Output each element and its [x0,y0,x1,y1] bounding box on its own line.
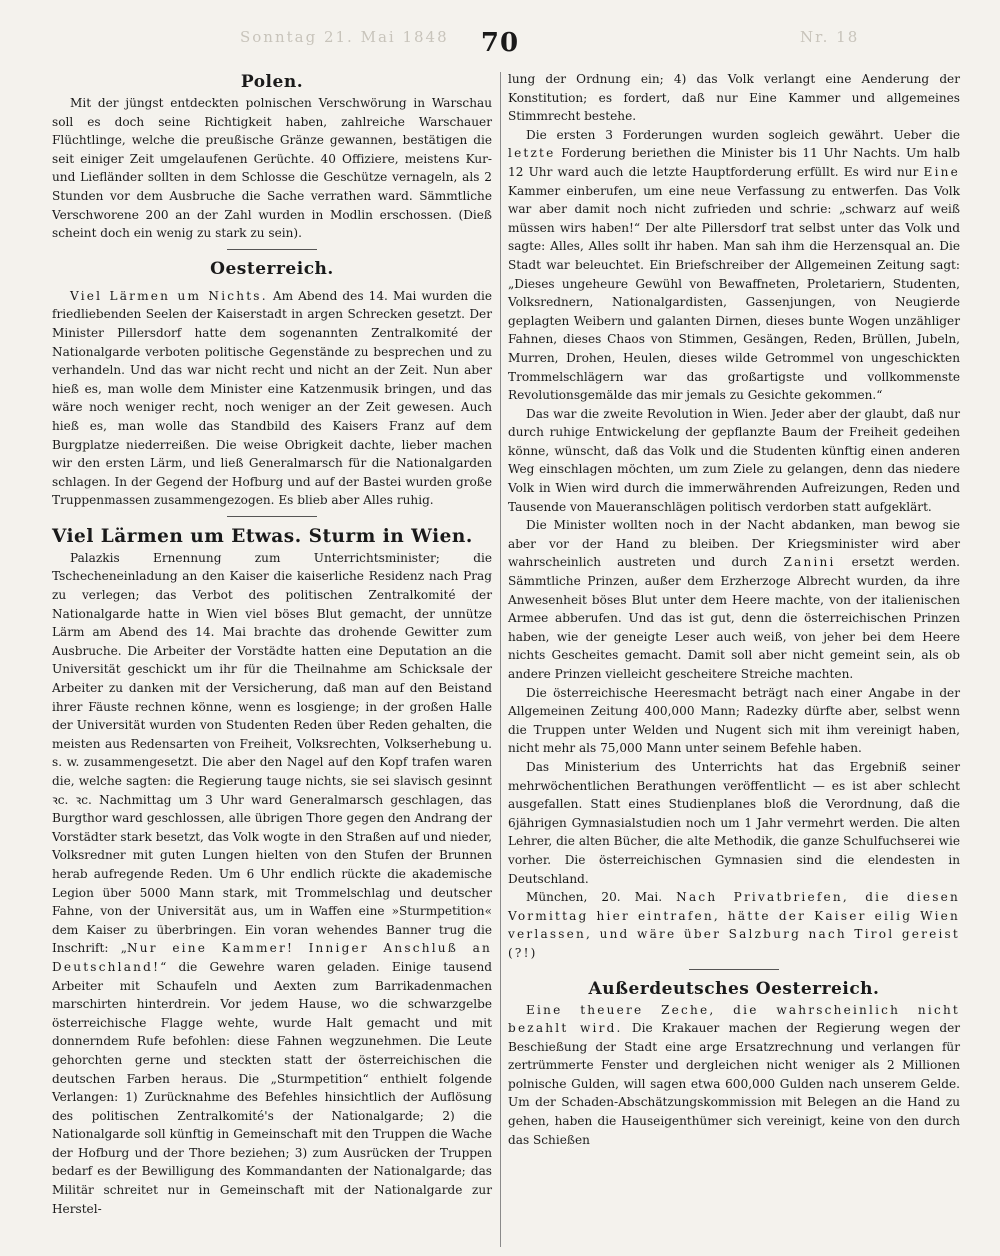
text-run: ersetzt werden. Sämmtliche Prinzen, außer dem Erzherzoge Albrecht wurden, da ihre Anwesenheit böses Blut unter dem Heere machte, von der italienischen Armee abberufen. Und das ist gut, denn die österreichischen Prinzen haben, wie der geneigte Leser auch weiß, von jeher bei dem Heere nichts Gescheites gemacht. Damit soll aber nicht gemeint sein, als ob andere Prinzen vielleicht gescheitere Streiche machten. [508,555,960,681]
article-body: Am Abend des 14. Mai wurden die friedliebenden Seelen der Kaiserstadt in argen Schrecken gesetzt. Der Minister Pillersdorf hatte dem sogenannten Zentralkomité der Nationalgarde verboten politische Gegenstände zu besprechen und zu verhandeln. Und das war nicht recht und nicht an der Zeit. Nun aber hieß es, man wolle dem Minister eine Katzenmusik bringen, und das wäre noch weniger recht, noch weniger an der Zeit gewesen. Auch hieß es, man wolle das Standbild des Kaisers Franz auf dem Burgplatze niederreißen. Die weise Obrigkeit dachte, lieber machen wir den ersten Lärm, und ließ Generalmarsch für die Nationalgarden schlagen. In der Gegend der Hofburg und auf der Bastei wurden große Truppenmassen zusammengezogen. Es blieb aber Alles ruhig. [52,288,493,508]
section-rule [227,516,317,517]
article-polen: Mit der jüngst entdeckten polnischen Verschwörung in Warschau soll es doch seine Richtigkeit haben, zahlreiche Warschauer Flüchtlinge, welche die preußische Gränze gewannen, bestätigen die seit einiger Zeit umgelaufenen Gerüchte. 40 Offiziere, meistens Kur- und Liefländer sollten in dem Schlosse die Geschütze vernageln, als 2 Stunden vor dem Ausbruche die Sache verrathen ward. Sämmtliche Verschworene 200 an der Zahl wurden in Modlin erschossen. (Dieß scheint doch ein wenig zu stark zu sein). [52,96,492,241]
article-paragraph [508,126,960,405]
article-continuation: lung der Ordnung ein; 4) das Volk verlangt eine Aenderung der Konstitution; es fordert, daß nur Eine Kammer und allgemeines Stimmrecht bestehe. [508,72,960,124]
section-rule [227,249,317,250]
article-paragraph: Das war die zweite Revolution in Wien. Jeder aber der glaubt, daß nur durch ruhige Entwickelung der gepflanzte Baum der Freiheit gedeihen könne, wünscht, daß das Volk und die Studenten künftig einen anderen Weg einschlagen möchten, um zum Ziele zu gelangen, denn das niedere Volk in Wien wird durch die immerwährenden Aufreizungen, Reden und Tausende von Maueranschlägen politisch verdorben statt aufgeklärt. [508,406,960,514]
article-body: Die Krakauer machen der Regierung wegen der Beschießung der Stadt eine arge Ersatzrechnung und verlangen für zertrümmerte Fenster und dergleichen nicht weniger als 2 Millionen polnische Gulden, will sagen etwa 600,000 Gulden nach unserem Gelde. Um der Schaden-Abschätzungskommission mit Belegen an die Hand zu gehen, haben die Hauseigenthümer sich vereinigt, keine von den durch das Schießen [508,1021,961,1147]
banner-inscription: Nur eine Kammer! Inniger Anschluß an Deutschland! [52,941,492,974]
emphasis-text: Nach Privatbriefen, die diesen Vormittag hier eintrafen, hätte der Kaiser eilig Wien verlassen, und wäre über Salzburg nach Tirol gereist (?!) [508,890,960,960]
section-heading-polen: Polen. [240,72,304,92]
emphasis-text: Zanini [783,555,836,570]
article-paragraph: Das Ministerium des Unterrichts hat das Ergebniß seiner mehrwöchentlichen Berathungen veröffentlicht — es ist aber schlecht ausgefallen. Statt eines Studienplanes bloß die Verordnung, daß die 6jährigen Gymnasialstudien noch um 1 Jahr vermehrt werden. Die alten Lehrer, die alten Bücher, die alte Methodik, die ganze Schulfuchserei wie vorher. Die österreichischen Gymnasien sind die elendesten in Deutschland. [508,759,960,886]
article-paragraph: Die österreichische Heeresmacht beträgt nach einer Angabe in der Allgemeinen Zeitung 400,000 Mann; Radezky dürfte aber, selbst wenn die Truppen unter Welden und Nugent sich mit ihm vereinigt haben, nicht mehr als 75,000 Mann unter seinem Befehle haben. [508,685,960,756]
dateline: München, 20. Mai. [526,890,677,905]
article-sturm-in-wien [52,549,492,1218]
article-krakau [508,1001,960,1150]
emphasis-text: Eine [923,164,960,179]
section-heading-sturm: Viel Lärmen um Etwas. Sturm in Wien. [52,525,473,547]
page-number: 70 [480,28,520,58]
article-lead: Viel Lärmen um Nichts. [70,288,268,303]
text-run: Die ersten 3 Forderungen wurden sogleich gewährt. Ueber die [526,127,960,142]
emphasis-text: letzte [508,146,556,161]
text-run: Forderung beriethen die Minister bis 11 Uhr Nachts. Um halb 12 Uhr ward auch die letzte Hauptforderung erfüllt. Es wird nur [508,146,960,179]
text-run: Kammer einberufen, um eine neue Verfassung zu entwerfen. Das Volk war aber damit noch nicht zufrieden und schrie: „schwarz auf weiß müssen wirs haben!“ Der alte Pillersdorf trat selbst unter das Volk und sagte: Alles, Alles sollt ihr haben. Man sah ihm die Herzensqual an. Die Stadt war beleuchtet. Ein Briefschreiber der Allgemeinen Zeitung sagt: „Dieses ungeheure Gewühl von Bewaffneten, Proletariern, Studenten, Volksrednern, Nationalgardisten, Gassenjungen, von Neugierde geplagten Weibern und galanten Dirnen, dieses bunte Wogen unzähliger Fahnen, dieses Chaos von Stimmen, Gesängen, Reden, Brüllen, Jubeln, Murren, Drohen, Heulen, dieses wilde Getrommel von ungeschickten Trommelschlägern war das großartigste und vollkommenste Revolutionsgemälde das mir jemals zu Gesichte gekommen.“ [508,183,960,403]
article-paragraph [508,516,960,683]
article-lead: Eine theuere Zeche, die wahrscheinlich nicht bezahlt wird. [508,1002,960,1036]
right-column [508,70,960,1149]
section-heading-ausserdeutsches-oesterreich: Außerdeutsches Oesterreich. [588,978,880,999]
bleed-through-text-right: Nr. 18 [800,28,860,46]
article-oesterreich [52,287,492,510]
bleed-through-text-left: Sonntag 21. Mai 1848 [240,28,449,46]
text-run: Die Minister wollten noch in der Nacht abdanken, man bewog sie aber vor der Hand zu bleiben. Der Kriegsminister wird aber wahrscheinlich austreten und durch [508,518,960,570]
section-rule [689,969,779,970]
article-body: Palazkis Ernennung zum Unterrichtsminister; die Tschecheneinladung an den Kaiser die kaiserliche Residenz nach Prag zu verlegen; das Verbot des politischen Zentralkomité der Nationalgarde hatte in Wien viel böses Blut gemacht, der unnütze Lärm am Abend des 14. Mai brachte das drohende Gewitter zum Ausbruche. Die Arbeiter der Vorstädte hatten eine Deputation an die Universität geschickt um ihr für die Theilnahme am Schicksale der Arbeiter zu danken mit der Versicherung, daß man auf den Beistand ihrer Fäuste rechnen könne, wenn es losgienge; in der großen Halle der Universität wurden von Studenten Reden über Reden gehalten, die meisten aus Redensarten von Freiheit, Volksrechten, Volkserhebung u. s. w. zusammengesetzt. Die aber den Nagel auf den Kopf trafen waren die, welche sagten: die Regierung tauge nichts, sie sei slavisch gesinnt ꝛc. ꝛc. Nachmittag um 3 Uhr ward Generalmarsch geschlagen, das Burgthor ward geschlossen, alle übrigen Thore gegen den Andrang der Vorstädter stark besetzt, das Volk wogte in den Straßen auf und nieder, Volksredner mit guten Lungen hielten von den Stufen der Brunnen herab aufregende Reden. Um 6 Uhr endlich rückte die akademische Legion über 5000 Mann stark, mit Trommelschlag und deutscher Fahne, von der Universität aus, um in Waffen eine »Sturmpetition« dem Kaiser zu überbringen. Ein voran wehendes Banner trug die Inschrift: „ [52,550,492,956]
article-muenchen [508,888,960,962]
column-divider [500,72,501,1247]
section-heading-oesterreich: Oesterreich. [210,258,334,279]
left-column [52,70,492,1218]
article-body: “ die Gewehre waren geladen. Einige tausend Arbeiter mit Schaufeln und Aexten zum Barrikadenmachen marschirten hinterdrein. Vor jedem Hause, wo die schwarzgelbe österreichische Flagge wehte, wurde Halt gemacht und mit donnerndem Rufe befohlen: diese Fahnen wegzunehmen. Die Leute gehorchten gerne und steckten statt der österreichischen die deutschen Farben heraus. Die „Sturmpetition“ enthielt folgende Verlangen: 1) Zurücknahme des Befehles hinsichtlich der Auflösung des politischen Zentralkomité's der Nationalgarde; 2) die Nationalgarde soll künftig in Gemeinschaft mit den Truppen die Wache der Hofburg und der Thore beziehen; 3) zum Ausrücken der Truppen bedarf es der Bewilligung des Kommandanten der Nationalgarde; das Militär schreitet nur in Gemeinschaft mit der Nationalgarde zur Herstel- [52,959,492,1216]
